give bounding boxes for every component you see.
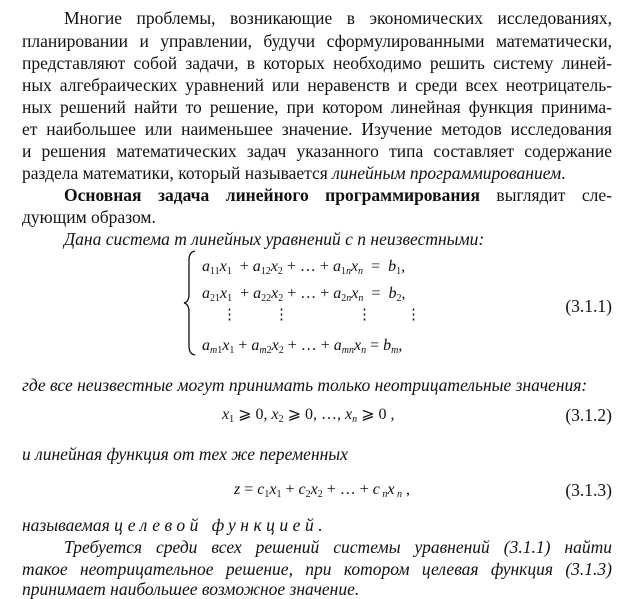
equation-number-3-1-1: (3.1.1) <box>565 296 612 316</box>
nonnegative-condition-text: где все неизвестные могут принимать только неотрицательные значения: <box>22 375 588 395</box>
paragraph-1-end: . <box>561 163 566 183</box>
paragraph-1-line-5: ных решений найти то решение, при котором линейная функция принима- <box>22 97 612 117</box>
equation-row-2: $a_{21}x_1 + a_{22}x_2$ + … + $a_{2n}x_n = b_2$, <box>202 285 406 304</box>
linear-function-text: и линейная функция от тех же переменных <box>22 444 348 464</box>
system-brace <box>183 250 197 356</box>
equation-row-m: $a_{m1}x_1 + a_{m2}x_2$ + … + $a_{mn}x_n = b_m$, <box>202 337 403 356</box>
linear-programming-term: линейным программированием <box>332 163 562 183</box>
vdots-column-2: ⋮ <box>274 307 289 323</box>
equation-number-3-1-3: (3.1.3) <box>565 480 612 500</box>
paragraph-1-line-6: ет наибольшее или наименьшее значение. Изучение методов исследования <box>22 119 612 139</box>
paragraph-2-line-2: дующим образом. <box>22 207 156 227</box>
paragraph-1-line-2: планировании и управлении, будучи сформулированными математически, <box>22 31 612 51</box>
paragraph-1-line-3: представляют собой задачи, в которых необходимо решить систему линей- <box>22 53 612 73</box>
equation-number-3-1-2: (3.1.2) <box>565 405 612 425</box>
given-system-text: Дана система m линейных уравнений с n неизвестными: <box>64 229 485 249</box>
requirement-line-2: такое неотрицательное решение, при котором целевая функция (3.1.3) <box>22 559 612 579</box>
objective-function-term: целевой функцией <box>114 515 319 535</box>
called-prefix: называемая <box>22 515 115 535</box>
paragraph-1-line-7: и решения математических задач указанного типа составляет содержание <box>22 141 612 161</box>
called-end: . <box>318 515 323 535</box>
requirement-line-3: принимает наибольшее возможное значение. <box>22 579 360 599</box>
paragraph-1-line-1: Многие проблемы, возникающие в экономических исследованиях, <box>64 8 612 28</box>
vdots-column-4: ⋮ <box>406 307 421 323</box>
paragraph-2-line-1 <box>64 185 612 205</box>
paragraph-1-last-text: раздела математики, который называется <box>22 163 333 183</box>
requirement-line-1: Требуется среди всех решений системы уравнений (3.1.1) найти <box>64 537 612 557</box>
equation-row-1: $a_{11}x_1 + a_{12}x_2$ + … + $a_{1n}x_n = b_1$, <box>202 258 406 277</box>
paragraph-1-line-4: ных алгебраических уравнений или неравенств и среди всех неотрицатель- <box>22 75 612 95</box>
paragraph-2-rest: выглядит сле- <box>479 185 613 205</box>
objective-function-caption <box>22 515 623 535</box>
objective-function-equation: $z = c_1x_1 + c_2x_2$ + … + c $_n$x $_n$ , <box>234 481 410 500</box>
vdots-column-1: ⋮ <box>222 307 237 323</box>
nonnegativity-equation: $x_1$ ⩾ 0, $x_2$ ⩾ 0, …, $x_n$ ⩾ 0 , <box>222 406 395 425</box>
vdots-column-3: ⋮ <box>357 307 372 323</box>
main-problem-heading: Основная задача линейного программирования <box>64 185 480 205</box>
paragraph-1-line-8 <box>22 163 623 183</box>
